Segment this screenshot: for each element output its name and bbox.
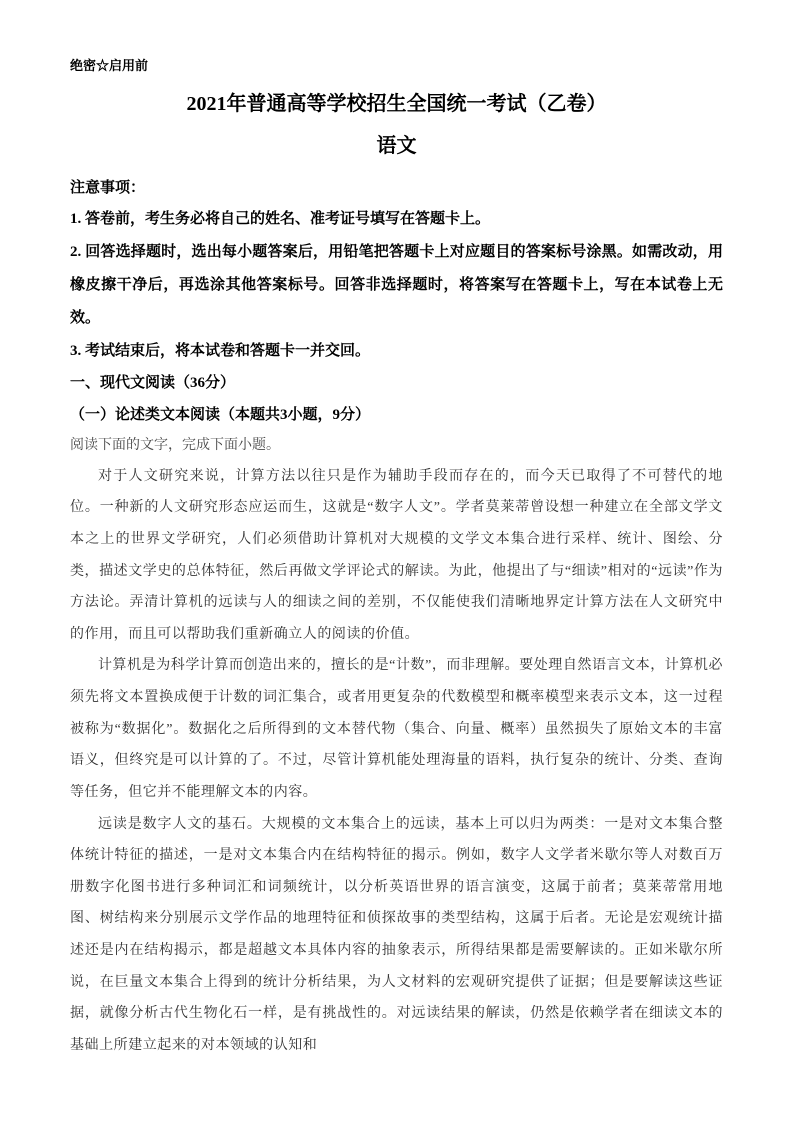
reading-instruction: 阅读下面的文字，完成下面小题。	[70, 438, 280, 454]
notice-item-2: 2. 回答选择题时，选出每小题答案后，用铅笔把答题卡上对应题目的答案标号涂黑。如需改动，用橡皮擦干净后，再选涂其他答案标号。回答非选择题时，将答案写在答题卡上，写在本试卷上无效。	[70, 244, 723, 327]
passage-paragraph-1: 对于人文研究来说，计算方法以往只是作为辅助手段而存在的，而今天已取得了不可替代的地位。一种新的人文研究形态应运而生，这就是“数字人文”。学者莫莱蒂曾设想一种建立在全部文学文本之上的世界文学研究，人们必须借助计算机对大规模的文学文本集合进行采样、统计、图绘、分类，描述文学史的总体特征，然后再做文学评论式的解读。为此，他提出了与“细读”相对的“远读”作为方法论。弄清计算机的远读与人的细读之间的差别，不仅能使我们清晰地界定计算方法在人文研究中的作用，而且可以帮助我们重新确立人的阅读的价值。	[70, 468, 723, 642]
passage-paragraph-2: 计算机是为科学计算而创造出来的，擅长的是“计数”，而非理解。要处理自然语言文本，计算机必须先将文本置换成便于计数的词汇集合，或者用更复杂的代数模型和概率模型来表示文本，这一过程被称为“数据化”。数据化之后所得到的文本替代物（集合、向量、概率）虽然损失了原始文本的丰富语义，但终究是可以计算的了。不过，尽管计算机能处理海量的语料，执行复杂的统计、分类、查询等任务，但它并不能理解文本的内容。	[70, 658, 723, 800]
notice-item-3: 3. 考试结束后，将本试卷和答题卡一并交回。	[70, 343, 371, 360]
subject-heading: 语文	[376, 135, 417, 158]
section-heading-modern-text-reading: 一、现代文阅读（36分）	[70, 375, 236, 392]
notice-item-1: 1. 答卷前，考生务必将自己的姓名、准考证号填写在答题卡上。	[70, 211, 491, 228]
subsection-heading-argumentative-reading: （一）论述类文本阅读（本题共3小题，9分）	[70, 406, 371, 423]
notice-heading: 注意事项：	[70, 180, 146, 197]
exam-title: 2021年普通高等学校招生全国统一考试（乙卷）	[186, 93, 607, 116]
passage-paragraph-3: 远读是数字人文的基石。大规模的文本集合上的远读，基本上可以归为两类：一是对文本集合整体统计特征的描述，一是对文本集合内在结构特征的揭示。例如，数字人文学者米歇尔等人对数百万册数字化图书进行多种词汇和词频统计，以分析英语世界的语言演变，这属于前者；莫莱蒂常用地图、树结构来分别展示文学作品的地理特征和侦探故事的类型结构，这属于后者。无论是宏观统计描述还是内在结构揭示，都是超越文本具体内容的抽象表示，所得结果都是需要解读的。正如米歇尔所说，在巨量文本集合上得到的统计分析结果，为人文材料的宏观研究提供了证据；但是要解读这些证据，就像分析古代生物化石一样，是有挑战性的。对远读结果的解读，仍然是依赖学者在细读文本的基础上所建立起来的对本领域的认知和	[70, 816, 723, 1053]
classification-label: 绝密☆启用前	[70, 58, 149, 73]
